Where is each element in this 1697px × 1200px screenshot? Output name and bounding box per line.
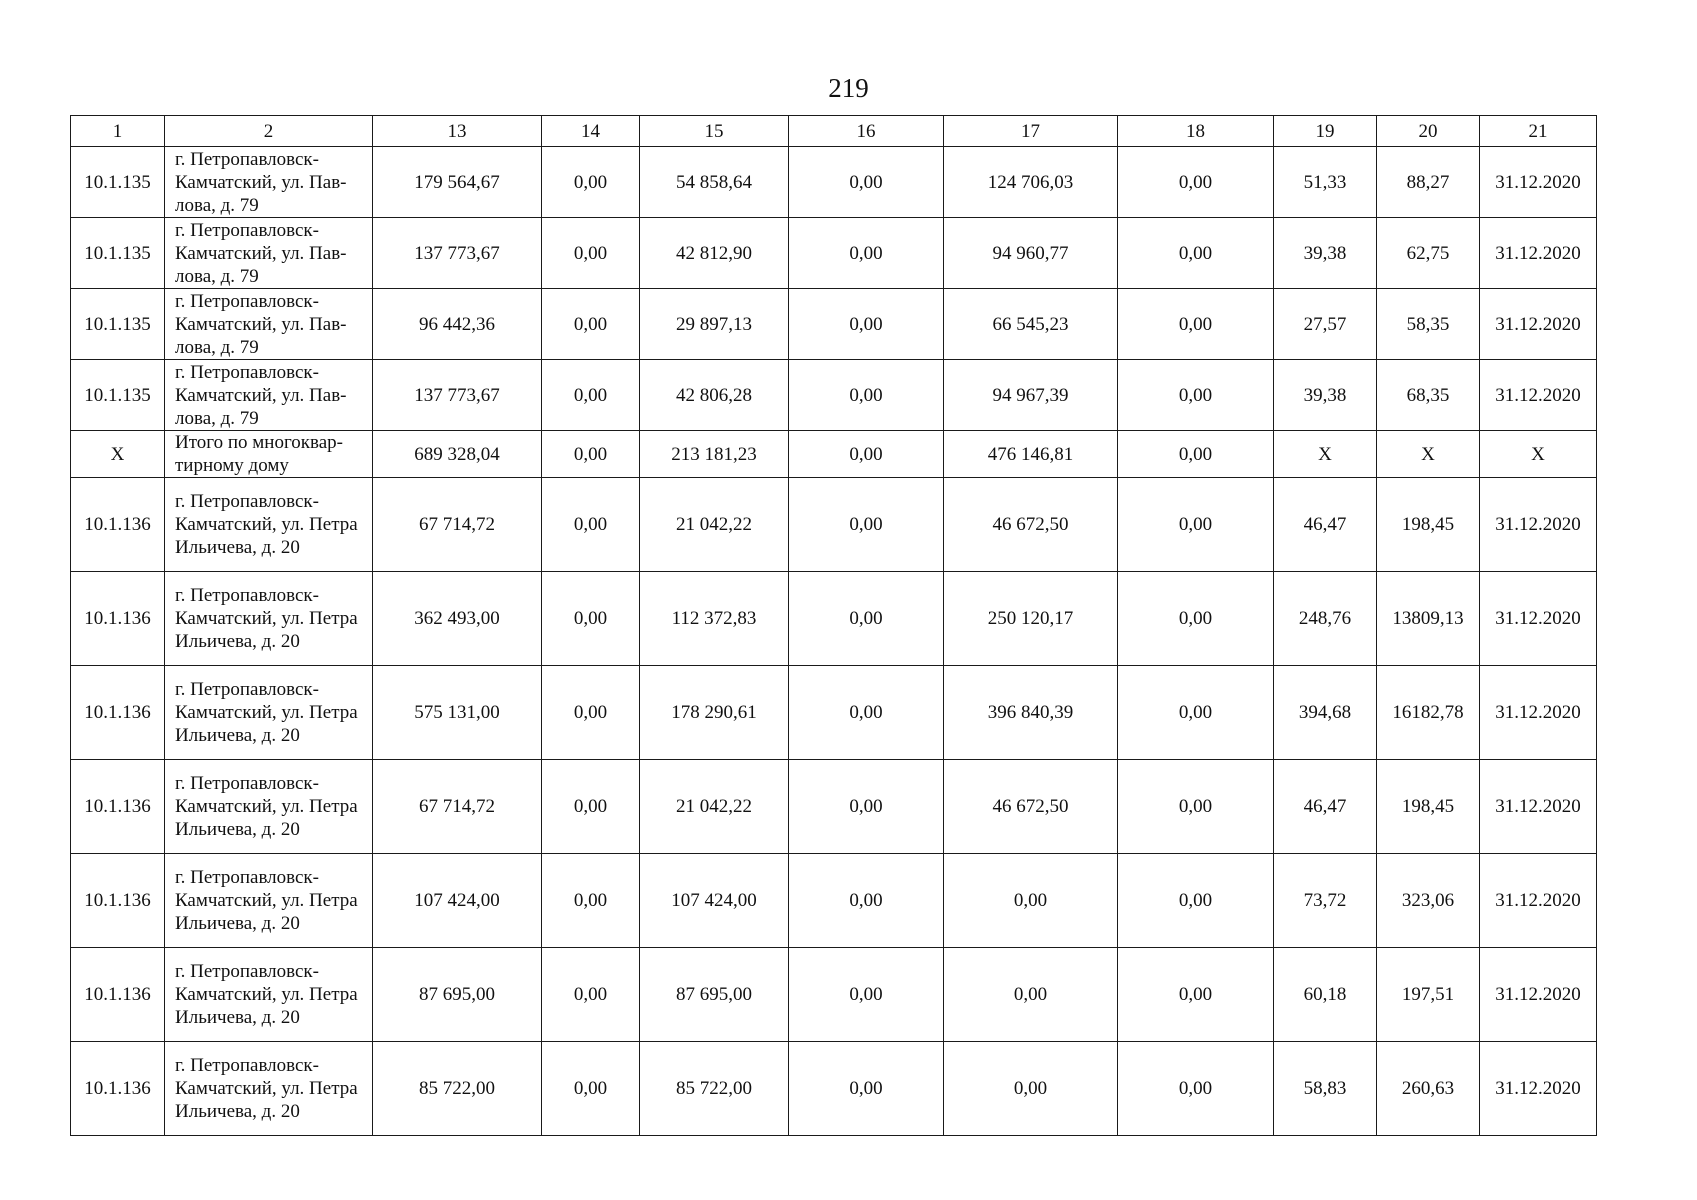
table-cell: 137 773,67 xyxy=(373,360,542,431)
table-cell: 0,00 xyxy=(542,289,640,360)
table-cell: 0,00 xyxy=(542,218,640,289)
table-cell: 0,00 xyxy=(542,572,640,666)
table-cell: 16182,78 xyxy=(1377,666,1480,760)
table-cell: 0,00 xyxy=(542,478,640,572)
table-cell: 58,35 xyxy=(1377,289,1480,360)
table-cell: 54 858,64 xyxy=(640,147,789,218)
table-cell: 10.1.136 xyxy=(71,760,165,854)
table-cell: 96 442,36 xyxy=(373,289,542,360)
table-cell: 0,00 xyxy=(789,147,944,218)
table-row xyxy=(71,289,1597,360)
table-cell: 213 181,23 xyxy=(640,431,789,478)
table-cell: 31.12.2020 xyxy=(1480,1042,1597,1136)
table-cell: 112 372,83 xyxy=(640,572,789,666)
table-cell: 10.1.136 xyxy=(71,1042,165,1136)
table-cell: 85 722,00 xyxy=(640,1042,789,1136)
table-cell: 62,75 xyxy=(1377,218,1480,289)
table-cell: 323,06 xyxy=(1377,854,1480,948)
table-cell: 0,00 xyxy=(789,1042,944,1136)
table-cell: 94 960,77 xyxy=(944,218,1118,289)
table-cell: 248,76 xyxy=(1274,572,1377,666)
table-cell: 0,00 xyxy=(542,360,640,431)
table-cell: 362 493,00 xyxy=(373,572,542,666)
table-row xyxy=(71,360,1597,431)
table-cell: 46,47 xyxy=(1274,760,1377,854)
table-cell: 31.12.2020 xyxy=(1480,147,1597,218)
table-cell: 0,00 xyxy=(1118,478,1274,572)
address-cell: г. Петропавловск-Камчатский, ул. Петра Ильичева, д. 20 xyxy=(165,1042,373,1136)
table-cell: 31.12.2020 xyxy=(1480,289,1597,360)
data-table xyxy=(70,115,1597,1136)
table-cell: 198,45 xyxy=(1377,760,1480,854)
table-cell: 31.12.2020 xyxy=(1480,948,1597,1042)
table-cell: 0,00 xyxy=(542,666,640,760)
table-cell: 58,83 xyxy=(1274,1042,1377,1136)
table-cell: 0,00 xyxy=(789,760,944,854)
table-cell: 42 806,28 xyxy=(640,360,789,431)
table-cell: 10.1.136 xyxy=(71,666,165,760)
column-header: 1 xyxy=(71,116,165,147)
address-cell: г. Петропавловск-Камчатский, ул. Петра Ильичева, д. 20 xyxy=(165,854,373,948)
table-body xyxy=(71,147,1597,1136)
table-cell: 0,00 xyxy=(944,854,1118,948)
table-cell: 87 695,00 xyxy=(640,948,789,1042)
table-cell: 476 146,81 xyxy=(944,431,1118,478)
table-cell: 0,00 xyxy=(1118,218,1274,289)
table-row xyxy=(71,1042,1597,1136)
table-cell: 68,35 xyxy=(1377,360,1480,431)
table-cell: 0,00 xyxy=(1118,666,1274,760)
table-cell: 107 424,00 xyxy=(373,854,542,948)
table-cell: 10.1.135 xyxy=(71,289,165,360)
table-cell: 0,00 xyxy=(944,1042,1118,1136)
table-cell: 0,00 xyxy=(1118,572,1274,666)
table-cell: 0,00 xyxy=(789,478,944,572)
table-cell: 0,00 xyxy=(789,666,944,760)
table-row xyxy=(71,478,1597,572)
table-cell: 137 773,67 xyxy=(373,218,542,289)
table-cell: 31.12.2020 xyxy=(1480,666,1597,760)
table-cell: 10.1.135 xyxy=(71,147,165,218)
table-cell: 178 290,61 xyxy=(640,666,789,760)
table-cell: 67 714,72 xyxy=(373,760,542,854)
table-cell: 0,00 xyxy=(789,854,944,948)
column-header: 15 xyxy=(640,116,789,147)
column-header: 14 xyxy=(542,116,640,147)
table-cell: 10.1.135 xyxy=(71,218,165,289)
address-cell: г. Петропавловск-Камчатский, ул. Петра Ильичева, д. 20 xyxy=(165,760,373,854)
table-cell: 21 042,22 xyxy=(640,760,789,854)
table-cell: 46,47 xyxy=(1274,478,1377,572)
table-cell: 21 042,22 xyxy=(640,478,789,572)
table-cell: 39,38 xyxy=(1274,218,1377,289)
table-cell: 0,00 xyxy=(789,572,944,666)
address-cell: г. Петропавловск-Камчатский, ул. Петра Ильичева, д. 20 xyxy=(165,572,373,666)
table-cell: Х xyxy=(1377,431,1480,478)
table-cell: 0,00 xyxy=(1118,289,1274,360)
column-header: 21 xyxy=(1480,116,1597,147)
table-row xyxy=(71,760,1597,854)
table-cell: 10.1.136 xyxy=(71,854,165,948)
table-cell: 0,00 xyxy=(789,431,944,478)
table-cell: 0,00 xyxy=(542,760,640,854)
table-cell: 46 672,50 xyxy=(944,478,1118,572)
table-cell: 31.12.2020 xyxy=(1480,760,1597,854)
table-cell: 94 967,39 xyxy=(944,360,1118,431)
table-cell: 394,68 xyxy=(1274,666,1377,760)
column-header: 17 xyxy=(944,116,1118,147)
table-row xyxy=(71,572,1597,666)
header-row xyxy=(71,116,1597,147)
table-cell: 250 120,17 xyxy=(944,572,1118,666)
table-cell: 10.1.136 xyxy=(71,478,165,572)
table-cell: 85 722,00 xyxy=(373,1042,542,1136)
table-cell: 0,00 xyxy=(542,1042,640,1136)
table-cell: 0,00 xyxy=(542,147,640,218)
table-row xyxy=(71,854,1597,948)
table-cell: 0,00 xyxy=(542,948,640,1042)
address-cell: г. Петропавловск-Камчатский, ул. Петра Ильичева, д. 20 xyxy=(165,478,373,572)
table-cell: 31.12.2020 xyxy=(1480,854,1597,948)
table-cell: 197,51 xyxy=(1377,948,1480,1042)
table-cell: 0,00 xyxy=(542,431,640,478)
table-cell: 396 840,39 xyxy=(944,666,1118,760)
table-cell: 31.12.2020 xyxy=(1480,360,1597,431)
table-cell: 27,57 xyxy=(1274,289,1377,360)
table-row xyxy=(71,666,1597,760)
table-cell: 87 695,00 xyxy=(373,948,542,1042)
address-cell: г. Петропавловск-Камчатский, ул. Петра Ильичева, д. 20 xyxy=(165,948,373,1042)
table-cell: 0,00 xyxy=(789,289,944,360)
table-cell: 0,00 xyxy=(789,360,944,431)
table-cell: 66 545,23 xyxy=(944,289,1118,360)
table-cell: 31.12.2020 xyxy=(1480,218,1597,289)
table-row xyxy=(71,431,1597,478)
table-cell: 575 131,00 xyxy=(373,666,542,760)
table-cell: 0,00 xyxy=(1118,431,1274,478)
address-cell: г. Петропавловск-Камчатский, ул. Пав-лова, д. 79 xyxy=(165,289,373,360)
table-header xyxy=(71,116,1597,147)
column-header: 20 xyxy=(1377,116,1480,147)
table-cell: 689 328,04 xyxy=(373,431,542,478)
table-row xyxy=(71,147,1597,218)
column-header: 2 xyxy=(165,116,373,147)
table-cell: 0,00 xyxy=(1118,1042,1274,1136)
table-cell: 29 897,13 xyxy=(640,289,789,360)
table-row xyxy=(71,948,1597,1042)
table-cell: 0,00 xyxy=(542,854,640,948)
column-header: 18 xyxy=(1118,116,1274,147)
table-cell: 0,00 xyxy=(1118,948,1274,1042)
table-cell: 10.1.136 xyxy=(71,948,165,1042)
table-row xyxy=(71,218,1597,289)
table-cell: 13809,13 xyxy=(1377,572,1480,666)
table-cell: Х xyxy=(1274,431,1377,478)
table-cell: 0,00 xyxy=(789,948,944,1042)
table-cell: 0,00 xyxy=(1118,760,1274,854)
table-cell: 51,33 xyxy=(1274,147,1377,218)
address-cell: г. Петропавловск-Камчатский, ул. Петра Ильичева, д. 20 xyxy=(165,666,373,760)
table-cell: 88,27 xyxy=(1377,147,1480,218)
table-cell: 39,38 xyxy=(1274,360,1377,431)
table-cell: 0,00 xyxy=(789,218,944,289)
table-cell: 67 714,72 xyxy=(373,478,542,572)
table-cell: 31.12.2020 xyxy=(1480,478,1597,572)
address-cell: г. Петропавловск-Камчатский, ул. Пав-лова, д. 79 xyxy=(165,147,373,218)
table-cell: 10.1.135 xyxy=(71,360,165,431)
table-cell: 179 564,67 xyxy=(373,147,542,218)
table-cell: Х xyxy=(71,431,165,478)
table-cell: 0,00 xyxy=(1118,360,1274,431)
column-header: 16 xyxy=(789,116,944,147)
page-number: 219 xyxy=(828,73,869,103)
column-header: 19 xyxy=(1274,116,1377,147)
table-cell: 42 812,90 xyxy=(640,218,789,289)
table-cell: 0,00 xyxy=(944,948,1118,1042)
table-cell: 198,45 xyxy=(1377,478,1480,572)
column-header: 13 xyxy=(373,116,542,147)
table-cell: 31.12.2020 xyxy=(1480,572,1597,666)
table-cell: 10.1.136 xyxy=(71,572,165,666)
table-cell: 73,72 xyxy=(1274,854,1377,948)
table-cell: 124 706,03 xyxy=(944,147,1118,218)
table-cell: 0,00 xyxy=(1118,147,1274,218)
address-cell: г. Петропавловск-Камчатский, ул. Пав-лова, д. 79 xyxy=(165,218,373,289)
table-cell: 0,00 xyxy=(1118,854,1274,948)
table-cell: 46 672,50 xyxy=(944,760,1118,854)
table-cell: 60,18 xyxy=(1274,948,1377,1042)
address-cell: Итого по многоквар-тирному дому xyxy=(165,431,373,478)
table-cell: 107 424,00 xyxy=(640,854,789,948)
address-cell: г. Петропавловск-Камчатский, ул. Пав-лова, д. 79 xyxy=(165,360,373,431)
table-cell: 260,63 xyxy=(1377,1042,1480,1136)
table-cell: Х xyxy=(1480,431,1597,478)
